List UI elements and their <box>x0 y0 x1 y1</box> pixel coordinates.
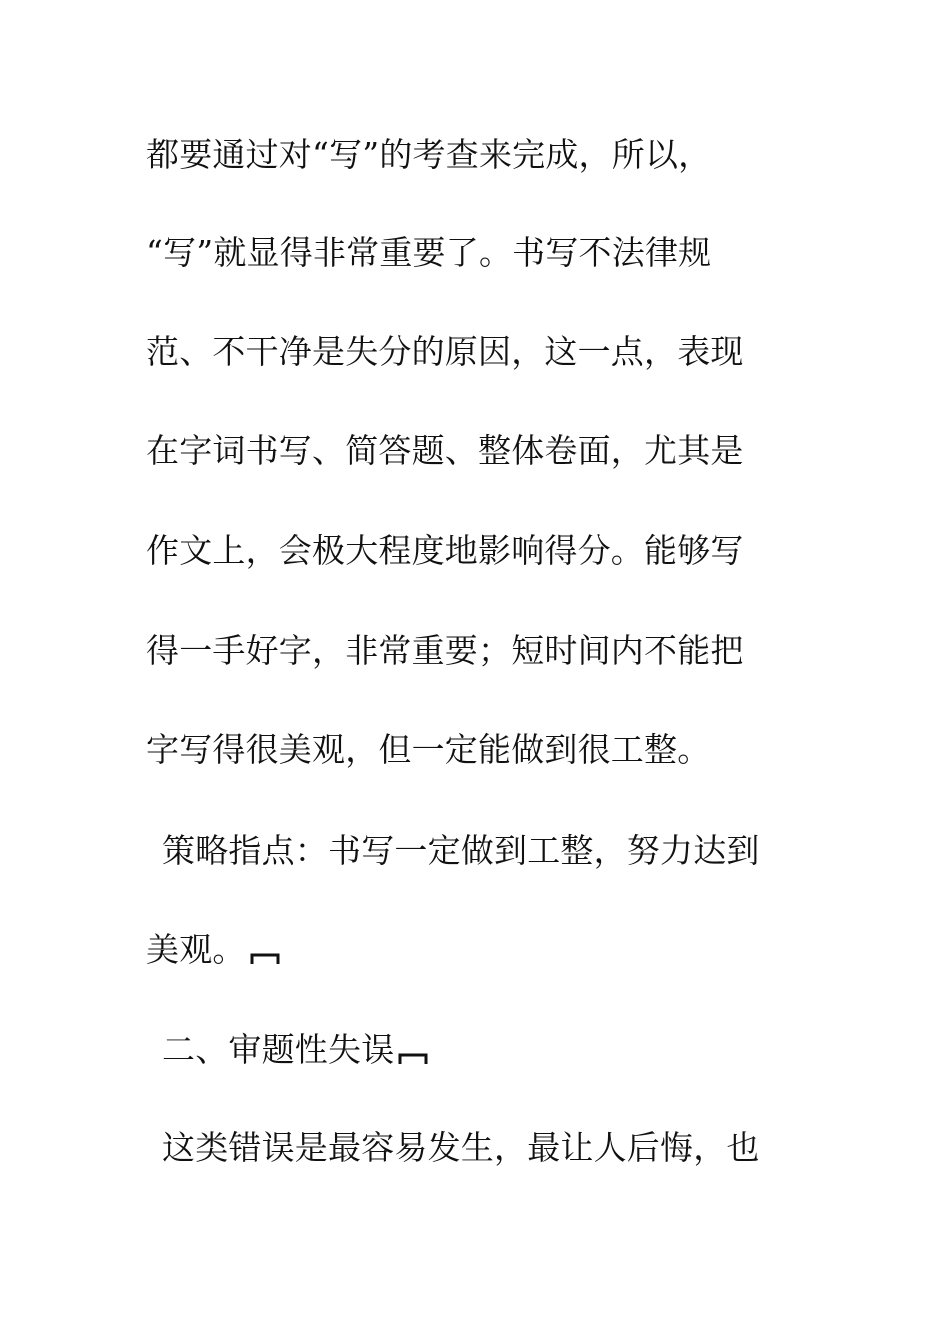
paragraph-mark-icon <box>398 1051 428 1065</box>
text-line-9-container <box>146 927 816 973</box>
text-line-3: 范、不干净是失分的原因，这一点，表现 <box>146 332 744 371</box>
text-line-7: 字写得很美观，但一定能做到很工整。 <box>146 730 711 769</box>
text-line-1: 都要通过对“写”的考查来完成，所以， <box>146 135 712 174</box>
text-line-11: 这类错误是最容易发生，最让人后悔，也 <box>162 1128 760 1167</box>
text-line-4: 在字词书写、简答题、整体卷面，尤其是 <box>146 431 744 470</box>
text-line-6: 得一手好字，非常重要；短时间内不能把 <box>146 631 744 670</box>
text-line-2: “写”就显得非常重要了。书写不法律规 <box>146 233 712 272</box>
paragraph-mark-icon <box>250 951 280 965</box>
text-line-8: 策略指点：书写一定做到工整，努力达到 <box>162 831 760 870</box>
text-line-5: 作文上，会极大程度地影响得分。能够写 <box>146 531 744 570</box>
section-heading: 二、审题性失误 <box>162 1030 395 1069</box>
section-heading-container <box>162 1027 832 1073</box>
text-line-9: 美观。 <box>146 930 246 969</box>
